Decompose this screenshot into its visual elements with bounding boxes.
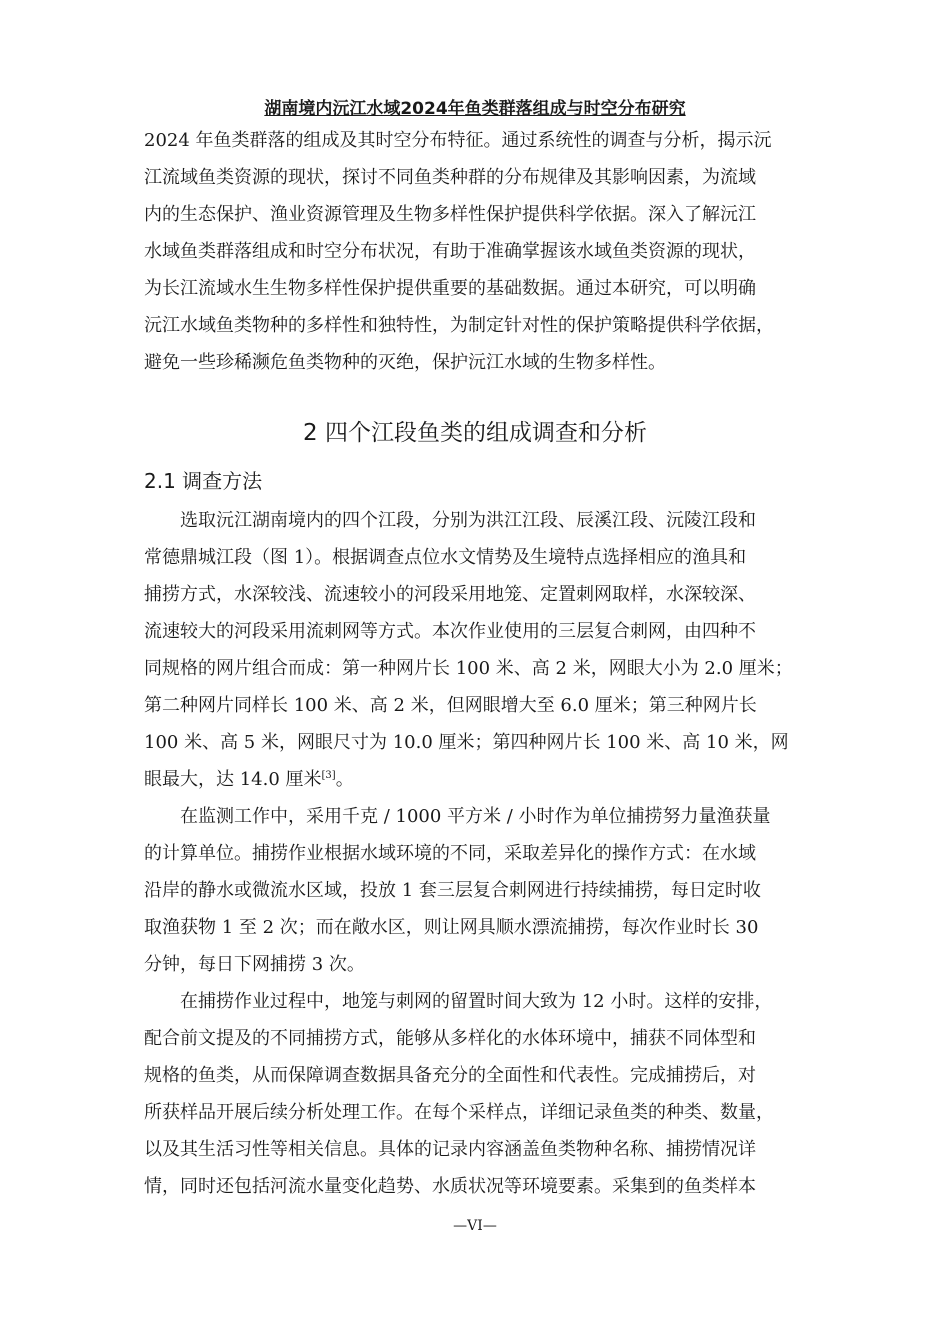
paragraph-text: 。: [335, 769, 354, 790]
intro-line: 避免一些珍稀濒危鱼类物种的灭绝，保护沅江水域的生物多样性。: [144, 352, 666, 373]
intro-line: 水域鱼类群落组成和时空分布状况，有助于准确掌握该水域鱼类资源的现状，: [144, 241, 756, 262]
intro-line: 沅江水域鱼类物种的多样性和独特性，为制定针对性的保护策略提供科学依据，: [144, 315, 774, 336]
paragraph-line: 以及其生活习性等相关信息。具体的记录内容涵盖鱼类物种名称、捕捞情况详: [144, 1139, 756, 1160]
page-number: —VI—: [453, 1218, 497, 1234]
paragraph-line: 常德鼎城江段（图 1）。根据调查点位水文情势及生境特点选择相应的渔具和: [144, 547, 747, 568]
intro-paragraph: [144, 122, 816, 381]
paragraph-line: 情，同时还包括河流水量变化趋势、水质状况等环境要素。采集到的鱼类样本: [144, 1176, 756, 1197]
paragraph-line: 同规格的网片组合而成：第一种网片长 100 米、高 2 米，网眼大小为 2.0 厘米；: [144, 658, 793, 679]
paragraph-line: 第二种网片同样长 100 米、高 2 米，但网眼增大至 6.0 厘米；第三种网片长: [144, 695, 757, 716]
intro-line: 为长江流域水生生物多样性保护提供重要的基础数据。通过本研究，可以明确: [144, 278, 756, 299]
intro-line: 江流域鱼类资源的现状，探讨不同鱼类种群的分布规律及其影响因素，为流域: [144, 167, 756, 188]
intro-line: 内的生态保护、渔业资源管理及生物多样性保护提供科学依据。深入了解沅江: [144, 204, 756, 225]
paragraph-line: 捕捞方式，水深较浅、流速较小的河段采用地笼、定置刺网取样，水深较深、: [144, 584, 756, 605]
paragraph-line: 100 米、高 5 米，网眼尺寸为 10.0 厘米；第四种网片长 100 米、高 10 米，网: [144, 732, 789, 753]
paragraph-line: 规格的鱼类，从而保障调查数据具备充分的全面性和代表性。完成捕捞后，对: [144, 1065, 756, 1086]
body-paragraph-2: [144, 798, 816, 983]
paragraph-line: 沿岸的静水或微流水区域，投放 1 套三层复合刺网进行持续捕捞，每日定时收: [144, 880, 761, 901]
subsection-heading: 2.1 调查方法: [144, 469, 263, 493]
paragraph-line: 在监测工作中，采用千克 / 1000 平方米 / 小时作为单位捕捞努力量渔获量: [180, 806, 771, 827]
citation-marker: [3]: [321, 770, 336, 781]
running-header: 湖南境内沅江水域2024年鱼类群落组成与时空分布研究: [264, 99, 686, 119]
body-paragraph-1: [144, 502, 816, 798]
paragraph-line: 的计算单位。捕捞作业根据水域环境的不同，采取差异化的操作方式：在水域: [144, 843, 756, 864]
paragraph-line: 配合前文提及的不同捕捞方式，能够从多样化的水体环境中，捕获不同体型和: [144, 1028, 756, 1049]
paragraph-line: 选取沅江湖南境内的四个江段，分别为洪江江段、辰溪江段、沅陵江段和: [180, 510, 756, 531]
body-paragraph-3: [144, 983, 816, 1205]
paragraph-line: 所获样品开展后续分析处理工作。在每个采样点，详细记录鱼类的种类、数量，: [144, 1102, 774, 1123]
paragraph-line: 取渔获物 1 至 2 次；而在敞水区，则让网具顺水漂流捕捞，每次作业时长 30: [144, 917, 759, 938]
paragraph-line: 流速较大的河段采用流刺网等方式。本次作业使用的三层复合刺网，由四种不: [144, 621, 756, 642]
paragraph-line: 在捕捞作业过程中，地笼与刺网的留置时间大致为 12 小时。这样的安排，: [180, 991, 773, 1012]
intro-line: 2024 年鱼类群落的组成及其时空分布特征。通过系统性的调查与分析，揭示沅: [144, 130, 772, 151]
paragraph-line: [144, 761, 816, 798]
paragraph-text: 眼最大，达 14.0 厘米: [144, 769, 322, 790]
paragraph-line: 分钟，每日下网捕捞 3 次。: [144, 954, 365, 975]
section-heading: 2 四个江段鱼类的组成调查和分析: [303, 420, 647, 446]
